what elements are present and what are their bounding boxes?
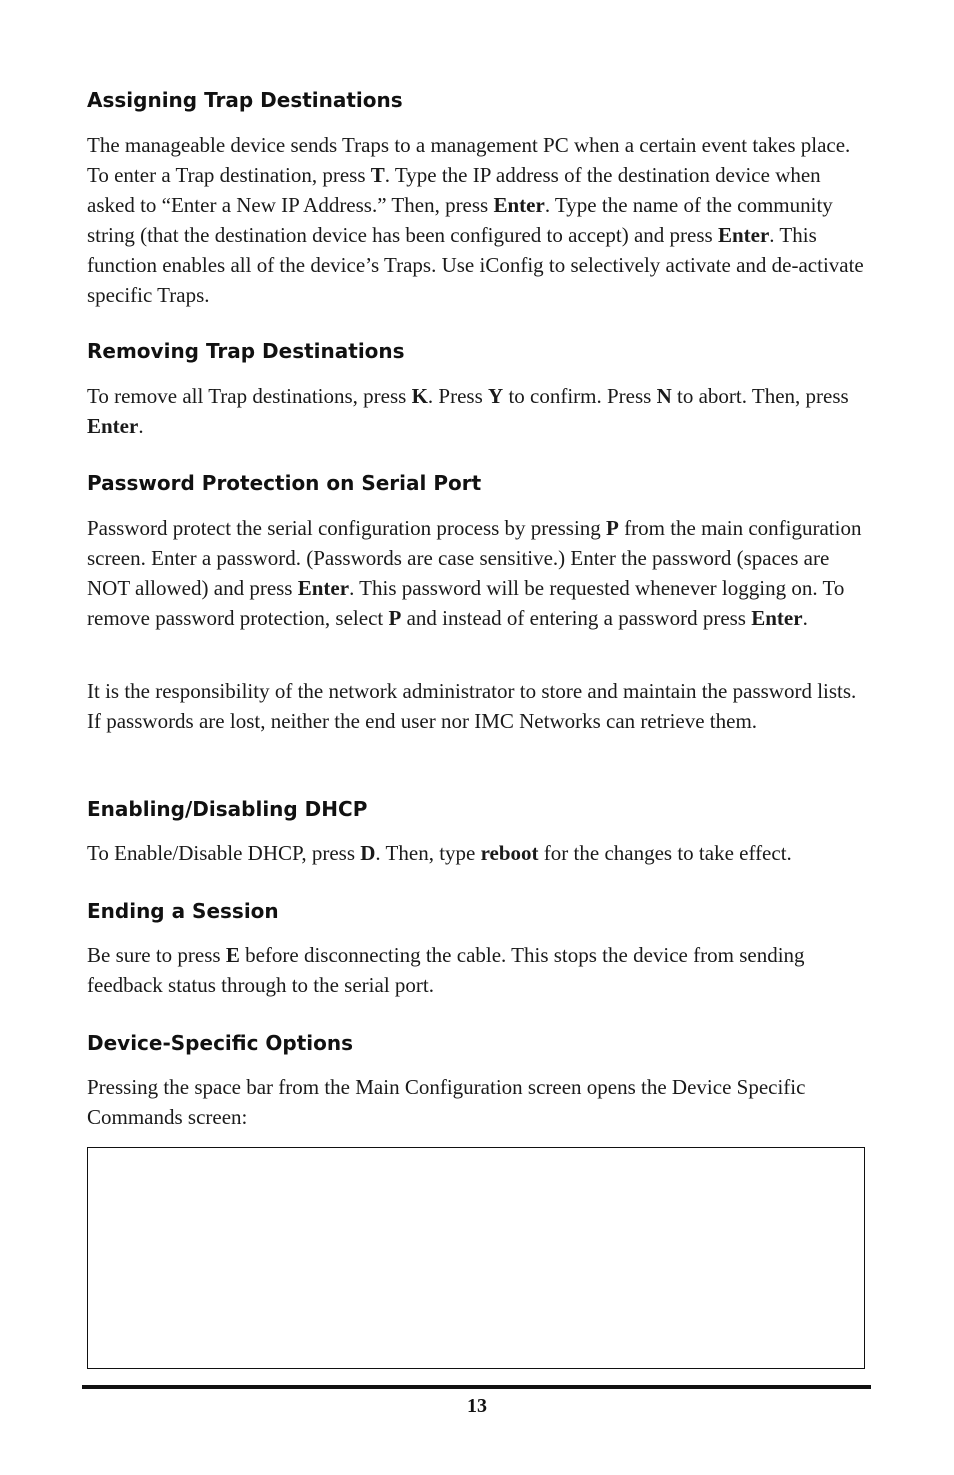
paragraph-device-specific-options: Pressing the space bar from the Main Configuration screen opens the Device Specific Commands screen: [87, 1075, 806, 1129]
command-reboot: reboot [480, 841, 539, 865]
key-enter: Enter [87, 414, 139, 438]
paragraph-dhcp: To Enable/Disable DHCP, press D. Then, type reboot for the changes to take effect. [87, 841, 792, 865]
paragraph-password-protection: Password protect the serial configuration process by pressing P from the main configuration screen. Enter a password. (Passwords are case sensitive.) Enter the password (spaces are NOT allowed) and press Enter. This password will be requested whenever logging on. To remove password protection, select P and instead of entering a password press Enter. [87, 516, 862, 630]
key-d: D [360, 841, 376, 865]
key-t: T [370, 163, 385, 187]
device-specific-commands-screen-frame [87, 1147, 865, 1369]
paragraph-removing-trap-destinations: To remove all Trap destinations, press K. Press Y to confirm. Press N to abort. Then, press Enter. [87, 384, 849, 438]
key-n: N [656, 384, 672, 408]
paragraph-assigning-trap-destinations: The manageable device sends Traps to a management PC when a certain event takes place. To enter a Trap destination, press T. Type the IP address of the destination device when asked to “Enter a New IP Address.” Then, press Enter. Type the name of the community string (that the destination device has been configured to accept) and press Enter. This function enables all of the device’s Traps. Use iConfig to selectively activate and de-activate specific Traps. [87, 133, 864, 307]
footer-rule [82, 1385, 871, 1389]
key-e: E [225, 943, 240, 967]
key-enter: Enter [717, 223, 770, 247]
key-y: Y [488, 384, 504, 408]
key-p: P [606, 516, 619, 540]
key-enter: Enter [297, 576, 350, 600]
page-number: 13 [467, 1395, 487, 1417]
key-p: P [388, 606, 402, 630]
paragraph-ending-a-session: Be sure to press E before disconnecting the cable. This stops the device from sending feedback status through to the serial port. [87, 943, 805, 997]
key-enter: Enter [493, 193, 545, 217]
heading-removing-trap-destinations: Removing Trap Destinations [87, 339, 405, 363]
heading-enabling-disabling-dhcp: Enabling/Disabling DHCP [87, 797, 368, 821]
key-k: K [411, 384, 428, 408]
key-enter: Enter [751, 606, 803, 630]
heading-password-protection: Password Protection on Serial Port [87, 471, 482, 495]
heading-device-specific-options: Device-Specific Options [87, 1031, 354, 1055]
paragraph-password-responsibility: It is the responsibility of the network administrator to store and maintain the password lists. If passwords are lost, neither the end user nor IMC Networks can retrieve them. [87, 679, 857, 733]
heading-assigning-trap-destinations: Assigning Trap Destinations [87, 88, 403, 112]
heading-ending-a-session: Ending a Session [87, 899, 279, 923]
